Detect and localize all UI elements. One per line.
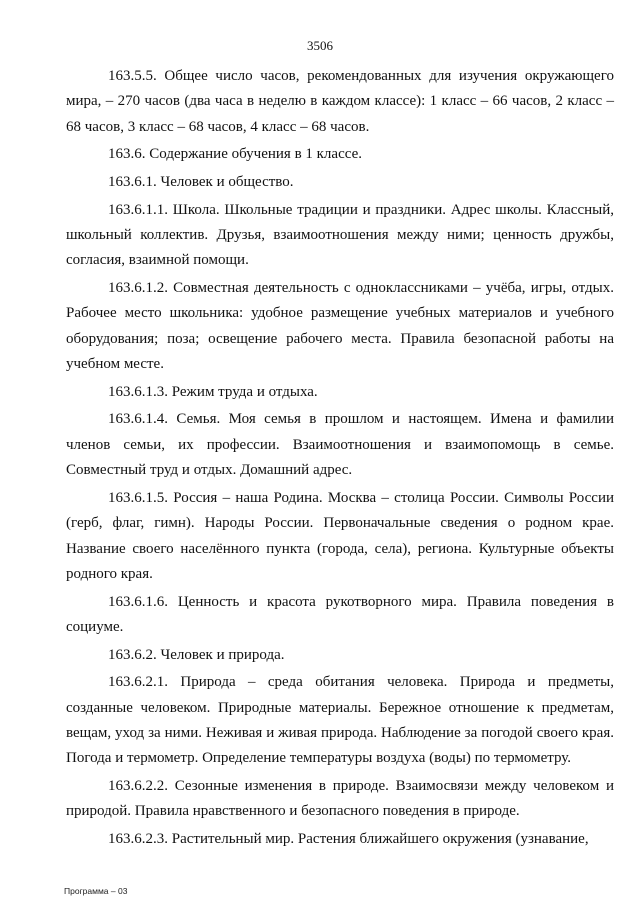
- paragraph: 163.6.1.3. Режим труда и отдыха.: [108, 383, 318, 400]
- paragraph: 163.6.2.2. Сезонные изменения в природе. Взаимосвязи между человеком и природой. Правила нравственного и безопасного поведения в природе.: [66, 778, 614, 820]
- page-number: 3506: [307, 38, 333, 53]
- paragraph: 163.6. Содержание обучения в 1 классе.: [108, 146, 362, 163]
- paragraph: 163.6.1.2. Совместная деятельность с одноклассниками – учёба, игры, отдых. Рабочее место школьника: удобное размещение учебных материалов и учебного оборудования; поза; освещение рабочего места. Правила безопасной работы на учебном месте.: [66, 280, 614, 373]
- paragraph: 163.6.2. Человек и природа.: [108, 646, 285, 663]
- paragraph: 163.6.1.1. Школа. Школьные традиции и праздники. Адрес школы. Классный, школьный коллектив. Друзья, взаимоотношения между ними; ценность дружбы, согласия, взаимной помощи.: [66, 201, 614, 269]
- paragraph: 163.6.1.6. Ценность и красота рукотворного мира. Правила поведения в социуме.: [66, 593, 614, 636]
- paragraph: 163.6.1. Человек и общество.: [108, 174, 294, 190]
- footer-label: Программа – 03: [64, 886, 128, 896]
- document-body: [66, 64, 614, 855]
- paragraph: 163.6.1.4. Семья. Моя семья в прошлом и настоящем. Имена и фамилии членов семьи, их профессии. Взаимоотношения и взаимопомощь в семье. Совместный труд и отдых. Домашний адрес.: [66, 411, 614, 479]
- paragraph: 163.6.2.1. Природа – среда обитания человека. Природа и предметы, созданные человеком. Природные материалы. Бережное отношение к предметам, вещам, уход за ними. Неживая и живая природа. Наблюдение за погодой своего края. Погода и термометр. Определение температуры воздуха (воды) по термометру.: [66, 674, 614, 767]
- paragraph: 163.6.2.3. Растительный мир. Растения ближайшего окружения (узнавание,: [108, 831, 589, 848]
- paragraph: 163.6.1.5. Россия – наша Родина. Москва – столица России. Символы России (герб, флаг, гимн). Народы России. Первоначальные сведения о родном крае. Название своего населённого пункта (города, села), региона. Культурные объекты родного края.: [66, 489, 614, 583]
- paragraph: 163.5.5. Общее число часов, рекомендованных для изучения окружающего мира, – 270 часов (два часа в неделю в каждом классе): 1 класс – 66 часов, 2 класс – 68 часов, 3 класс – 68 часов, 4 класс – 68 часов.: [66, 68, 614, 135]
